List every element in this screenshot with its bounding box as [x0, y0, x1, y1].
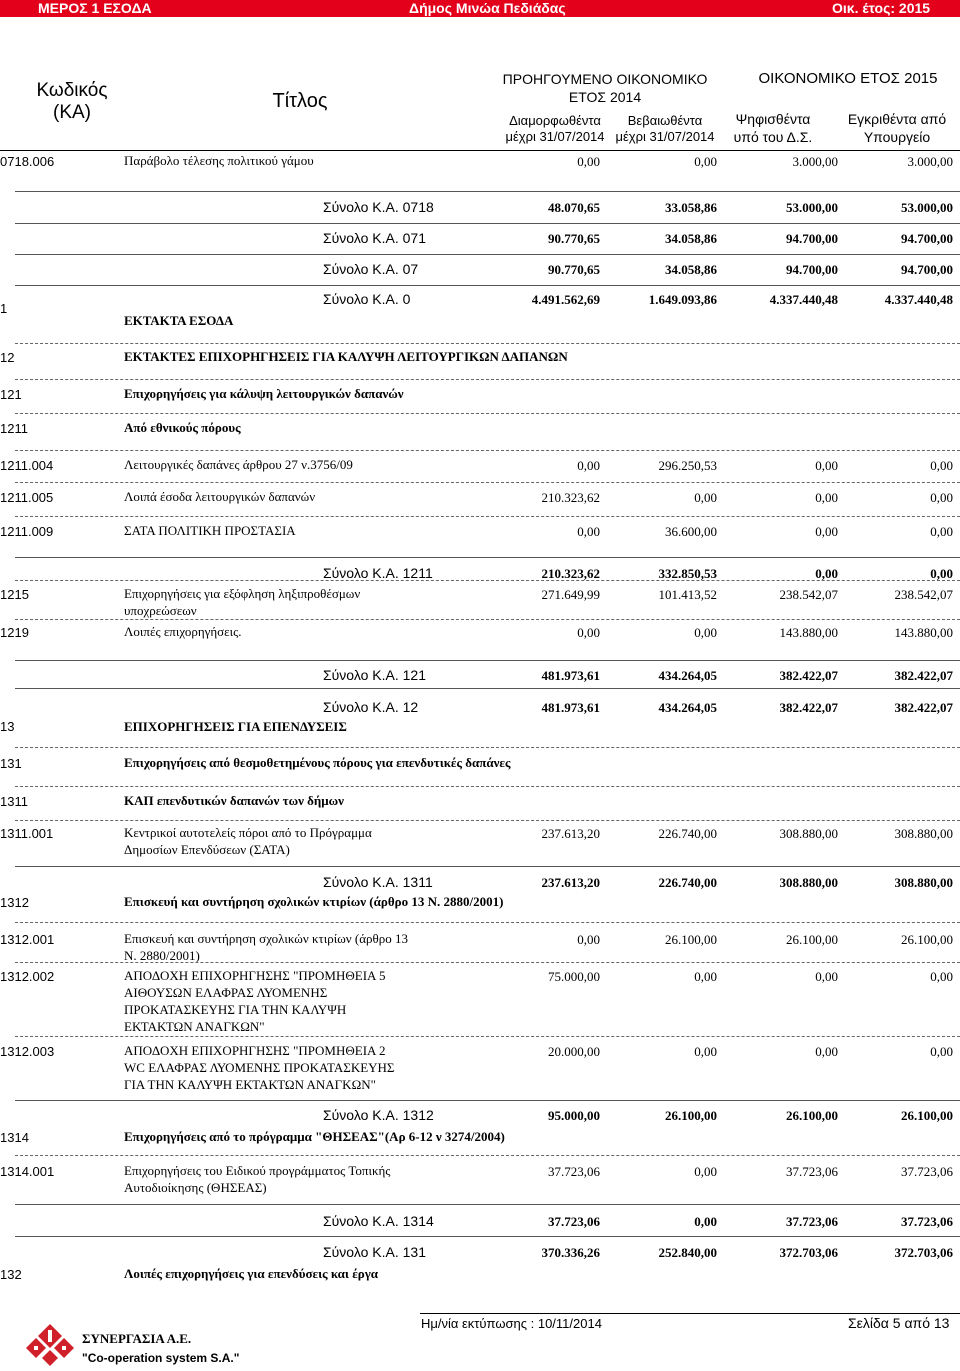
- row-separator: [15, 1100, 960, 1101]
- value-col-1: 95.000,00: [548, 1108, 600, 1123]
- value-col-1: 75.000,00: [548, 969, 600, 984]
- value-col-3: 37.723,06: [786, 1214, 838, 1229]
- value-col-2: 0,00: [694, 969, 717, 984]
- header-rule: [0, 150, 960, 151]
- row-code: 12: [0, 350, 15, 365]
- value-col-4: 37.723,06: [901, 1164, 953, 1179]
- value-col-3: 4.337.440,48: [769, 292, 838, 307]
- value-col-1: 210.323,62: [541, 490, 600, 505]
- value-col-1: 0,00: [577, 524, 600, 539]
- row-code: 1219: [0, 625, 29, 640]
- row-title: Επιχορηγήσεις για κάλυψη λειτουργικών δαπανών: [124, 386, 404, 401]
- value-col-4: 382.422,07: [894, 668, 953, 683]
- row-code: 1215: [0, 587, 29, 602]
- value-col-2: 34.058,86: [665, 231, 717, 246]
- value-col-4: 0,00: [930, 969, 953, 984]
- value-col-4: 0,00: [930, 1044, 953, 1059]
- value-col-1: 237.613,20: [541, 875, 600, 890]
- header-cur-year: ΟΙΚΟΝΟΜΙΚΟ ΕΤΟΣ 2015: [758, 70, 938, 87]
- total-label: Σύνολο Κ.Α. 131: [323, 1244, 426, 1260]
- value-col-3: 26.100,00: [786, 932, 838, 947]
- value-col-2: 0,00: [694, 1044, 717, 1059]
- row-code: 1211: [0, 421, 28, 436]
- row-code: 1314.001: [0, 1164, 55, 1179]
- row-code: 1311: [0, 794, 28, 809]
- row-title: Επιχορηγήσεις από θεσμοθετημένους πόρους για επενδυτικές δαπάνες: [124, 755, 511, 770]
- row-separator-dashed: [15, 962, 960, 963]
- value-col-4: 26.100,00: [901, 932, 953, 947]
- total-label: Σύνολο Κ.Α. 07: [323, 261, 419, 277]
- row-code: 1211.005: [0, 490, 54, 505]
- value-col-4: 143.880,00: [894, 625, 953, 640]
- value-col-2: 0,00: [694, 625, 717, 640]
- value-col-2: 434.264,05: [658, 700, 717, 715]
- row-separator-dashed: [15, 786, 960, 787]
- value-col-1: 0,00: [577, 625, 600, 640]
- row-separator-dashed: [15, 922, 960, 923]
- value-col-2: 0,00: [694, 490, 717, 505]
- row-title: ΕΚΤΑΚΤΑ ΕΣΟΔΑ: [124, 313, 234, 328]
- row-title: Επιχορηγήσεις για εξόφληση ληξιπροθέσμων υποχρεώσεων: [124, 586, 361, 618]
- value-col-4: 372.703,06: [894, 1245, 953, 1260]
- value-col-2: 296.250,53: [658, 458, 717, 473]
- row-title: Λοιπές επιχορηγήσεις.: [124, 624, 242, 639]
- row-code: 121: [0, 387, 22, 402]
- row-code: 132: [0, 1267, 22, 1282]
- row-title: Κεντρικοί αυτοτελείς πόροι από το Πρόγραμμα Δημοσίων Επενδύσεων (ΣΑΤΑ): [124, 825, 372, 857]
- row-separator-dashed: [15, 820, 960, 821]
- row-code: 1312.003: [0, 1044, 55, 1059]
- value-col-1: 481.973,61: [541, 668, 600, 683]
- header-prev-year: ΠΡΟΗΓΟΥΜΕΝΟ ΟΙΚΟΝΟΜΙΚΟ ΕΤΟΣ 2014: [502, 71, 708, 105]
- value-col-3: 382.422,07: [779, 668, 838, 683]
- value-col-3: 94.700,00: [786, 231, 838, 246]
- row-title: Επισκευή και συντήρηση σχολικών κτιρίων (άρθρο 13 Ν. 2880/2001): [124, 931, 408, 963]
- value-col-4: 26.100,00: [901, 1108, 953, 1123]
- total-label: Σύνολο Κ.Α. 1312: [323, 1107, 434, 1123]
- company-name: ΣΥΝΕΡΓΑΣΙΑ Α.Ε.: [82, 1331, 192, 1346]
- value-col-1: 0,00: [577, 932, 600, 947]
- value-col-4: 308.880,00: [894, 875, 953, 890]
- total-label: Σύνολο Κ.Α. 12: [323, 699, 419, 715]
- value-col-2: 0,00: [694, 1214, 717, 1229]
- value-col-3: 0,00: [815, 969, 838, 984]
- total-label: Σύνολο Κ.Α. 071: [323, 230, 426, 246]
- value-col-2: 1.649.093,86: [648, 292, 717, 307]
- value-col-3: 372.703,06: [779, 1245, 838, 1260]
- value-col-4: 238.542,07: [894, 587, 953, 602]
- row-separator-dashed: [15, 482, 960, 483]
- section-label: ΜΕΡΟΣ 1 ΕΣΟΔΑ: [38, 0, 152, 16]
- footer-rule: [420, 1313, 960, 1314]
- row-separator-dashed: [15, 580, 960, 581]
- value-col-1: 271.649,99: [541, 587, 600, 602]
- value-col-2: 36.600,00: [665, 524, 717, 539]
- company-logo: [22, 1322, 78, 1366]
- value-col-1: 4.491.562,69: [531, 292, 600, 307]
- value-col-2: 33.058,86: [665, 200, 717, 215]
- value-col-4: 382.422,07: [894, 700, 953, 715]
- value-col-2: 252.840,00: [658, 1245, 717, 1260]
- total-label: Σύνολο Κ.Α. 1211: [323, 565, 433, 581]
- row-code: 1314: [0, 1130, 29, 1145]
- value-col-1: 37.723,06: [548, 1164, 600, 1179]
- header-col1: Διαμορφωθέντα μέχρι 31/07/2014: [505, 113, 605, 144]
- value-col-4: 3.000,00: [907, 154, 953, 169]
- total-label: Σύνολο Κ.Α. 1314: [323, 1213, 434, 1229]
- row-separator: [15, 557, 960, 558]
- row-code: 1211.004: [0, 458, 54, 473]
- value-col-4: 53.000,00: [901, 200, 953, 215]
- row-title: Λοιπές επιχορηγήσεις για επενδύσεις και έργα: [124, 1266, 379, 1281]
- value-col-1: 237.613,20: [541, 826, 600, 841]
- row-title: Λοιπά έσοδα λειτουργικών δαπανών: [124, 489, 316, 504]
- company-subtitle: "Co-operation system S.A.": [82, 1351, 240, 1365]
- row-separator: [15, 254, 960, 255]
- value-col-4: 0,00: [930, 524, 953, 539]
- top-bar: [0, 0, 960, 17]
- value-col-1: 370.336,26: [541, 1245, 600, 1260]
- row-code: 1311.001: [0, 826, 54, 841]
- value-col-3: 0,00: [815, 490, 838, 505]
- row-code: 1: [0, 301, 8, 316]
- value-col-4: 0,00: [930, 490, 953, 505]
- value-col-3: 308.880,00: [779, 826, 838, 841]
- fiscal-year: Οικ. έτος: 2015: [832, 0, 931, 16]
- value-col-1: 90.770,65: [548, 262, 600, 277]
- row-title: Από εθνικούς πόρους: [124, 420, 241, 435]
- value-col-4: 0,00: [930, 566, 953, 581]
- row-separator-dashed: [15, 413, 960, 414]
- row-separator: [15, 191, 960, 192]
- row-separator: [15, 285, 960, 286]
- row-separator-dashed: [15, 516, 960, 517]
- value-col-1: 37.723,06: [548, 1214, 600, 1229]
- value-col-3: 0,00: [815, 524, 838, 539]
- value-col-1: 48.070,65: [548, 200, 600, 215]
- value-col-1: 0,00: [577, 154, 600, 169]
- row-separator: [15, 866, 960, 867]
- row-title: ΕΚΤΑΚΤΕΣ ΕΠΙΧΟΡΗΓΗΣΕΙΣ ΓΙΑ ΚΑΛΥΨΗ ΛΕΙΤΟΥΡΓΙΚΩΝ ΔΑΠΑΝΩΝ: [124, 349, 568, 364]
- print-date: Ημ/νία εκτύπωσης : 10/11/2014: [421, 1316, 602, 1331]
- value-col-2: 26.100,00: [665, 932, 717, 947]
- value-col-2: 26.100,00: [665, 1108, 717, 1123]
- total-label: Σύνολο Κ.Α. 1311: [323, 874, 433, 890]
- value-col-2: 0,00: [694, 154, 717, 169]
- value-col-2: 226.740,00: [658, 875, 717, 890]
- row-code: 0718.006: [0, 154, 55, 169]
- header-col4: Εγκριθέντα από Υπουργείο: [847, 111, 947, 145]
- row-title: ΚΑΠ επενδυτικών δαπανών των δήμων: [124, 793, 344, 808]
- municipality-name: Δήμος Μινώα Πεδιάδας: [409, 0, 566, 16]
- value-col-3: 238.542,07: [779, 587, 838, 602]
- total-label: Σύνολο Κ.Α. 0718: [323, 199, 434, 215]
- row-separator-dashed: [15, 619, 960, 620]
- header-col2: Βεβαιωθέντα μέχρι 31/07/2014: [615, 113, 715, 144]
- row-separator: [15, 223, 960, 224]
- row-separator: [15, 660, 960, 661]
- value-col-2: 101.413,52: [658, 587, 717, 602]
- value-col-3: 26.100,00: [786, 1108, 838, 1123]
- row-title: ΕΠΙΧΟΡΗΓΗΣΕΙΣ ΓΙΑ ΕΠΕΝΔΥΣΕΙΣ: [124, 719, 347, 734]
- row-separator-dashed: [15, 1155, 960, 1156]
- row-code: 1312.002: [0, 969, 55, 984]
- row-separator-dashed: [15, 450, 960, 451]
- value-col-2: 0,00: [694, 1164, 717, 1179]
- row-title: Επιχορηγήσεις του Ειδικού προγράμματος Τοπικής Αυτοδιοίκησης (ΘΗΣΕΑΣ): [124, 1163, 391, 1195]
- header-title: Τίτλος: [272, 90, 328, 112]
- value-col-4: 4.337.440,48: [884, 292, 953, 307]
- value-col-1: 210.323,62: [541, 566, 600, 581]
- row-title: Παράβολο τέλεσης πολιτικού γάμου: [124, 153, 314, 168]
- row-title: Επισκευή και συντήρηση σχολικών κτιρίων (άρθρο 13 Ν. 2880/2001): [124, 894, 504, 909]
- value-col-3: 143.880,00: [779, 625, 838, 640]
- value-col-4: 308.880,00: [894, 826, 953, 841]
- row-title: ΑΠΟΔΟΧΗ ΕΠΙΧΟΡΗΓΗΣΗΣ "ΠΡΟΜΗΘΕΙΑ 2 WC ΕΛΑΦΡΑΣ ΛΥΟΜΕΝΗΣ ΠΡΟΚΑΤΑΣΚΕΥΗΣ ΓΙΑ ΤΗΝ ΚΑΛΥΨΗ ΕΚΤΑΚΤΩΝ ΑΝΑΓΚΩΝ": [124, 1043, 395, 1092]
- value-col-3: 3.000,00: [792, 154, 838, 169]
- value-col-3: 37.723,06: [786, 1164, 838, 1179]
- value-col-2: 226.740,00: [658, 826, 717, 841]
- value-col-1: 0,00: [577, 458, 600, 473]
- value-col-3: 382.422,07: [779, 700, 838, 715]
- value-col-2: 34.058,86: [665, 262, 717, 277]
- value-col-2: 434.264,05: [658, 668, 717, 683]
- value-col-4: 0,00: [930, 458, 953, 473]
- row-separator: [15, 1236, 960, 1237]
- row-separator-dashed: [15, 343, 960, 344]
- row-title: ΑΠΟΔΟΧΗ ΕΠΙΧΟΡΗΓΗΣΗΣ "ΠΡΟΜΗΘΕΙΑ 5 ΑΙΘΟΥΣΩΝ ΕΛΑΦΡΑΣ ΛΥΟΜΕΝΗΣ ΠΡΟΚΑΤΑΣΚΕΥΗΣ ΓΙΑ ΤΗΝ ΚΑΛΥΨΗ ΕΚΤΑΚΤΩΝ ΑΝΑΓΚΩΝ": [124, 968, 386, 1034]
- row-separator: [15, 688, 960, 689]
- header-code: Κωδικός (ΚΑ): [36, 80, 108, 123]
- row-separator-dashed: [15, 747, 960, 748]
- value-col-3: 0,00: [815, 566, 838, 581]
- page-number: Σελίδα 5 από 13: [848, 1315, 950, 1331]
- value-col-3: 94.700,00: [786, 262, 838, 277]
- value-col-4: 94.700,00: [901, 231, 953, 246]
- value-col-1: 20.000,00: [548, 1044, 600, 1059]
- header-col3: Ψηφισθέντα υπό του Δ.Σ.: [733, 111, 813, 145]
- value-col-4: 94.700,00: [901, 262, 953, 277]
- value-col-1: 481.973,61: [541, 700, 600, 715]
- row-title: ΣΑΤΑ ΠΟΛΙΤΙΚΗ ΠΡΟΣΤΑΣΙΑ: [124, 523, 296, 538]
- value-col-2: 332.850,53: [658, 566, 717, 581]
- value-col-3: 0,00: [815, 1044, 838, 1059]
- row-code: 1312: [0, 895, 29, 910]
- row-separator-dashed: [15, 379, 960, 380]
- row-title: Επιχορηγήσεις από το πρόγραμμα "ΘΗΣΕΑΣ"(Αρ 6-12 ν 3274/2004): [124, 1129, 505, 1144]
- value-col-1: 90.770,65: [548, 231, 600, 246]
- value-col-3: 53.000,00: [786, 200, 838, 215]
- row-code: 131: [0, 756, 22, 771]
- row-code: 1312.001: [0, 932, 55, 947]
- value-col-4: 37.723,06: [901, 1214, 953, 1229]
- row-code: 13: [0, 719, 15, 734]
- row-code: 1211.009: [0, 524, 54, 539]
- total-label: Σύνολο Κ.Α. 121: [323, 667, 426, 683]
- row-title: Λειτουργικές δαπάνες άρθρου 27 ν.3756/09: [124, 457, 353, 472]
- row-separator: [15, 1204, 960, 1205]
- value-col-3: 0,00: [815, 458, 838, 473]
- row-separator-dashed: [15, 1036, 960, 1037]
- total-label: Σύνολο Κ.Α. 0: [323, 291, 411, 307]
- value-col-3: 308.880,00: [779, 875, 838, 890]
